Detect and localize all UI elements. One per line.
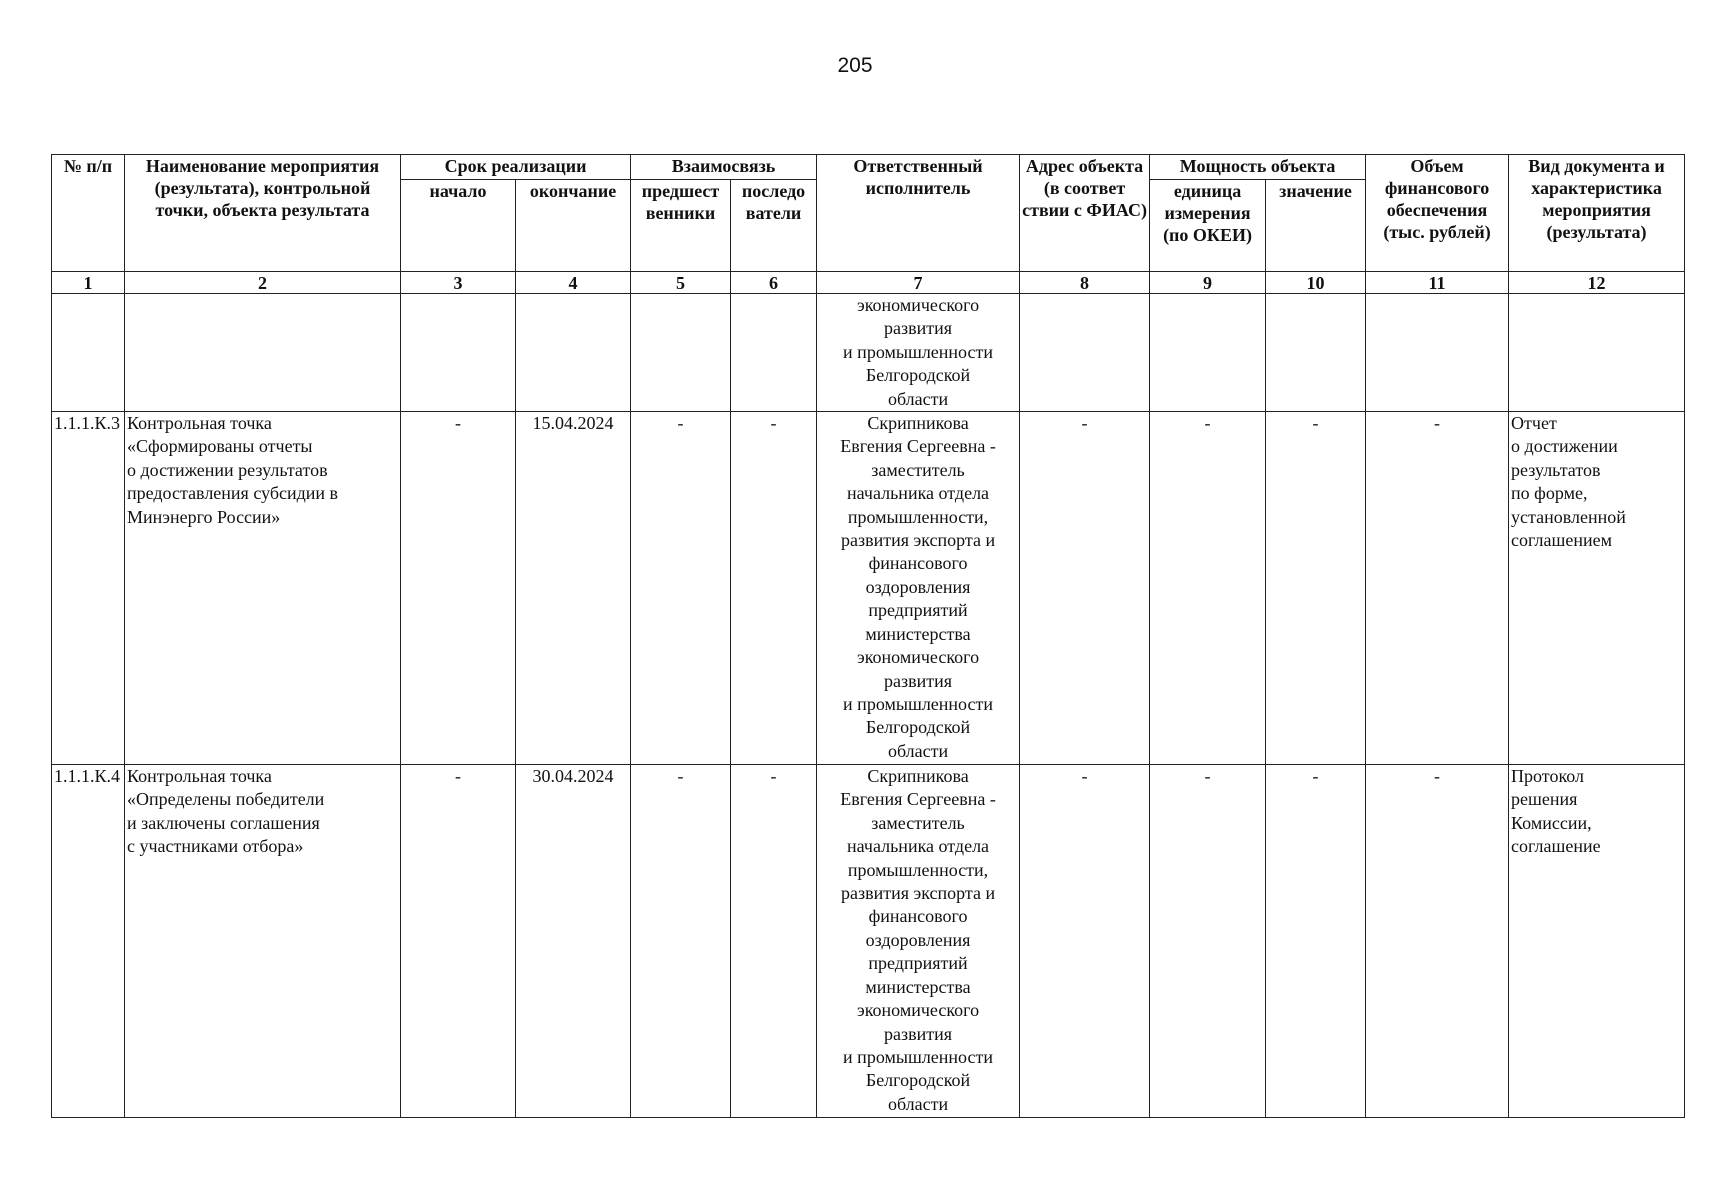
row-predecessors: - xyxy=(631,765,731,1118)
row-successors: - xyxy=(731,765,817,1118)
row-address: - xyxy=(1020,765,1150,1118)
row-unit: - xyxy=(1150,412,1266,765)
header-predecessors: предшест венники xyxy=(631,180,731,272)
col-number: 9 xyxy=(1150,272,1266,294)
row-name: Контрольная точка «Определены победители и заключены соглашения с участниками отбора» xyxy=(125,765,401,1118)
row-number: 1.1.1.К.4 xyxy=(52,765,125,1118)
row-start xyxy=(401,294,516,412)
header-unit: единица измерения (по ОКЕИ) xyxy=(1150,180,1266,272)
table-row xyxy=(52,412,1685,765)
row-funding: - xyxy=(1366,412,1509,765)
header-period: Срок реализации xyxy=(401,155,631,180)
col-number: 5 xyxy=(631,272,731,294)
measures-table xyxy=(51,154,1685,1118)
row-name xyxy=(125,294,401,412)
row-predecessors xyxy=(631,294,731,412)
header-successors: последо ватели xyxy=(731,180,817,272)
row-number: 1.1.1.К.3 xyxy=(52,412,125,765)
row-start: - xyxy=(401,412,516,765)
row-unit: - xyxy=(1150,765,1266,1118)
row-address: - xyxy=(1020,412,1150,765)
header-start: начало xyxy=(401,180,516,272)
row-funding: - xyxy=(1366,765,1509,1118)
row-responsible: экономического развития и промышленности Белгородской области xyxy=(817,294,1020,412)
row-successors: - xyxy=(731,412,817,765)
col-number: 1 xyxy=(52,272,125,294)
col-number: 7 xyxy=(817,272,1020,294)
row-number xyxy=(52,294,125,412)
row-address xyxy=(1020,294,1150,412)
col-number: 10 xyxy=(1266,272,1366,294)
row-value xyxy=(1266,294,1366,412)
header-relation: Взаимосвязь xyxy=(631,155,817,180)
header-value: значение xyxy=(1266,180,1366,272)
row-end xyxy=(516,294,631,412)
row-name: Контрольная точка «Сформированы отчеты о достижении результатов предоставления субсидии в Минэнерго России» xyxy=(125,412,401,765)
row-responsible: Скрипникова Евгения Сергеевна - заместитель начальника отдела промышленности, развития экспорта и финансового оздоровления предприятий министерства экономического развития и промышленности Белгородской области xyxy=(817,765,1020,1118)
col-number: 4 xyxy=(516,272,631,294)
row-start: - xyxy=(401,765,516,1118)
row-value: - xyxy=(1266,412,1366,765)
col-number: 8 xyxy=(1020,272,1150,294)
header-responsible: Ответственный исполнитель xyxy=(817,155,1020,272)
col-number: 2 xyxy=(125,272,401,294)
row-funding xyxy=(1366,294,1509,412)
header-doc-type: Вид документа и характеристика мероприятия (результата) xyxy=(1509,155,1685,272)
table-row xyxy=(52,294,1685,412)
header-num: № п/п xyxy=(52,155,125,272)
row-doc-type: Отчет о достижении результатов по форме, установленной соглашением xyxy=(1509,412,1685,765)
col-number: 12 xyxy=(1509,272,1685,294)
page-number: 205 xyxy=(837,54,873,77)
header-capacity: Мощность объекта xyxy=(1150,155,1366,180)
header-end: окончание xyxy=(516,180,631,272)
row-end: 15.04.2024 xyxy=(516,412,631,765)
row-doc-type xyxy=(1509,294,1685,412)
row-doc-type: Протокол решения Комиссии, соглашение xyxy=(1509,765,1685,1118)
header-name: Наименование мероприятия (результата), контрольной точки, объекта результата xyxy=(125,155,401,272)
row-value: - xyxy=(1266,765,1366,1118)
row-successors xyxy=(731,294,817,412)
col-number: 6 xyxy=(731,272,817,294)
col-number: 3 xyxy=(401,272,516,294)
header-address: Адрес объекта (в соответ ствии с ФИАС) xyxy=(1020,155,1150,272)
row-end: 30.04.2024 xyxy=(516,765,631,1118)
row-responsible: Скрипникова Евгения Сергеевна - заместитель начальника отдела промышленности, развития экспорта и финансового оздоровления предприятий министерства экономического развития и промышленности Белгородской области xyxy=(817,412,1020,765)
header-funding: Объем финансового обеспечения (тыс. рублей) xyxy=(1366,155,1509,272)
col-number: 11 xyxy=(1366,272,1509,294)
table-row xyxy=(52,765,1685,1118)
row-unit xyxy=(1150,294,1266,412)
row-predecessors: - xyxy=(631,412,731,765)
